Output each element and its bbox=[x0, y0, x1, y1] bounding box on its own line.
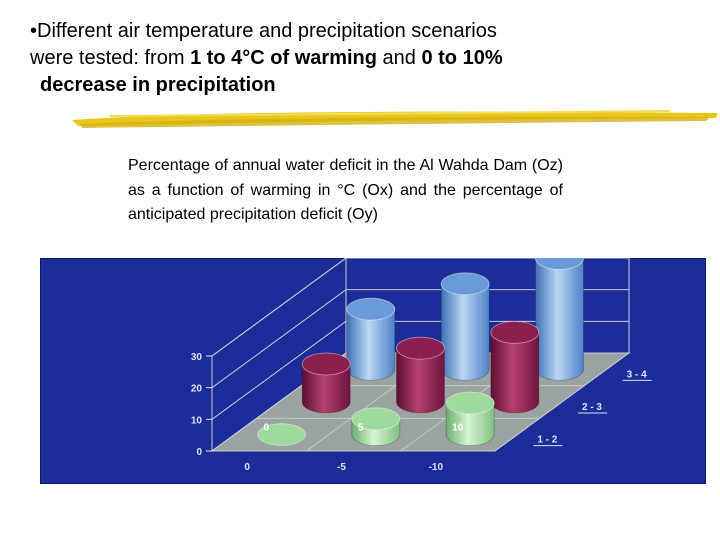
chart-3d-cylinder bbox=[40, 258, 706, 484]
cylinder-bar bbox=[302, 353, 350, 413]
x-tick-label: -5 bbox=[337, 462, 346, 473]
highlighter-stroke bbox=[70, 104, 720, 132]
cylinder-bar bbox=[352, 408, 400, 446]
cylinder-top bbox=[397, 337, 445, 359]
cylinder-bar bbox=[491, 321, 539, 413]
cylinder-bar bbox=[397, 337, 445, 413]
chart-caption: Percentage of annual water deficit in the Al Wahda Dam (Oz) as a function of warming in °C (Ox) and the percentage of anticipated precipitation deficit (Oy) bbox=[128, 157, 563, 223]
cylinder-top bbox=[491, 321, 539, 343]
y-tick-label: 1 - 2 bbox=[537, 434, 558, 446]
x-tick-label: -10 bbox=[428, 462, 444, 473]
y-tick-label: 3 - 4 bbox=[626, 369, 647, 381]
z-tick-label: 0 bbox=[196, 447, 202, 458]
warming-range: 1 to 4°C of warming bbox=[190, 47, 377, 69]
cylinder-top bbox=[446, 392, 494, 414]
slide-bullet-text bbox=[30, 18, 710, 99]
cylinder-bar bbox=[446, 392, 494, 446]
cylinder-body bbox=[536, 259, 584, 381]
x-tick-label: 0 bbox=[244, 462, 250, 473]
z-tick-label: 30 bbox=[190, 352, 202, 363]
cylinder-top bbox=[441, 273, 489, 295]
cylinder-bar bbox=[347, 298, 395, 380]
data-label: 5 bbox=[357, 422, 364, 434]
y-tick-label: 2 - 3 bbox=[581, 402, 603, 413]
data-label: 0 bbox=[263, 422, 270, 434]
bullet-line-3: decrease in precipitation bbox=[40, 74, 276, 96]
bullet-line-1: •Different air temperature and precipitation scenarios bbox=[30, 20, 497, 42]
cylinder-bar bbox=[441, 273, 489, 381]
precip-range: 0 to 10% bbox=[421, 47, 503, 69]
z-tick-label: 20 bbox=[190, 383, 202, 395]
cylinder-top bbox=[347, 298, 395, 320]
cylinder-top bbox=[302, 353, 350, 375]
z-tick-label: 10 bbox=[190, 415, 202, 427]
cylinder-body bbox=[491, 332, 539, 413]
cylinder-bar bbox=[536, 258, 584, 380]
cylinder-body bbox=[441, 284, 489, 381]
data-label: 10 bbox=[452, 422, 464, 434]
bullet-line-2: were tested: from 1 to 4°C of warming and 0 to 10% bbox=[30, 47, 503, 69]
